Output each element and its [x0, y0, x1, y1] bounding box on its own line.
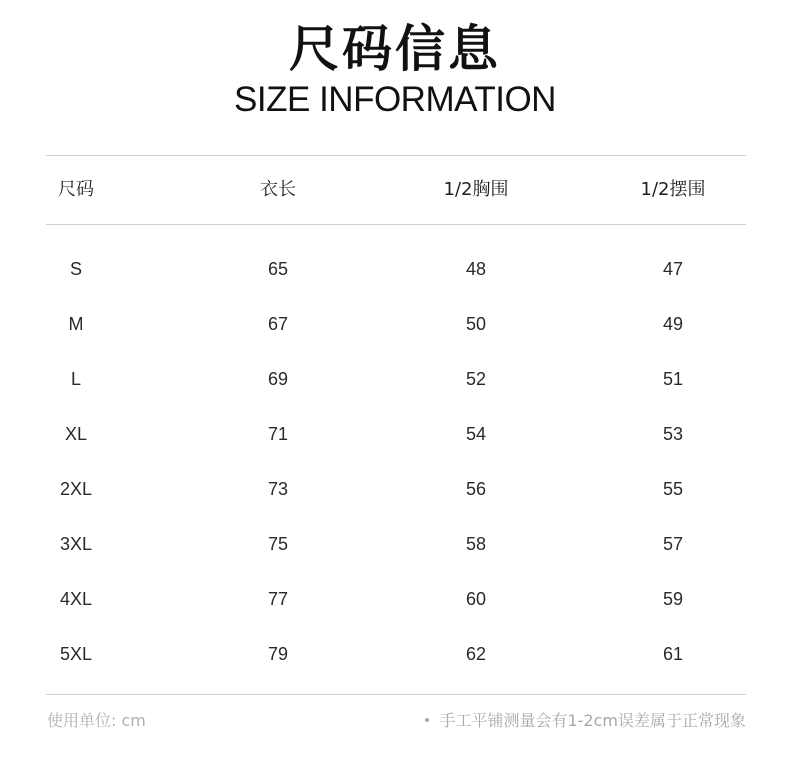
- cell-size: 2XL: [59, 479, 93, 499]
- header-half-hem: 1/2摆围: [640, 179, 706, 200]
- cell-half-hem: 51: [662, 369, 684, 389]
- cell-half-hem: 61: [662, 644, 684, 664]
- cell-length: 77: [267, 589, 289, 609]
- cell-length: 75: [267, 534, 289, 554]
- cell-half-hem: 53: [662, 424, 684, 444]
- table-header-row: [46, 156, 746, 224]
- cell-half-chest: 50: [465, 314, 487, 334]
- header-length: 衣长: [260, 179, 296, 200]
- cell-length: 69: [267, 369, 289, 389]
- table-bottom-divider: [46, 694, 746, 695]
- table-row: [46, 407, 746, 462]
- cell-size: S: [69, 259, 82, 279]
- table-header-divider: [46, 224, 746, 225]
- table-row: [46, 572, 746, 627]
- cell-half-hem: 57: [662, 534, 684, 554]
- cell-size: 4XL: [59, 589, 93, 609]
- cell-half-hem: 55: [662, 479, 684, 499]
- cell-size: 5XL: [59, 644, 93, 664]
- cell-length: 73: [267, 479, 289, 499]
- cell-half-hem: 49: [662, 314, 684, 334]
- bullet-icon: [425, 718, 429, 722]
- cell-half-chest: 60: [465, 589, 487, 609]
- table-row: [46, 242, 746, 297]
- cell-length: 65: [267, 259, 289, 279]
- cell-half-chest: 48: [465, 259, 487, 279]
- cell-half-chest: 52: [465, 369, 487, 389]
- unit-note: 使用单位: cm: [47, 711, 146, 730]
- cell-half-hem: 59: [662, 589, 684, 609]
- header-size: 尺码: [58, 179, 94, 200]
- table-body: [46, 242, 746, 682]
- cell-half-chest: 56: [465, 479, 487, 499]
- title-english: SIZE INFORMATION: [234, 80, 556, 119]
- table-row: [46, 297, 746, 352]
- cell-half-chest: 62: [465, 644, 487, 664]
- tolerance-note-container: [425, 708, 746, 731]
- cell-half-chest: 54: [465, 424, 487, 444]
- table-row: [46, 462, 746, 517]
- table-row: [46, 517, 746, 572]
- cell-size: M: [68, 314, 84, 334]
- header-half-chest: 1/2胸围: [443, 179, 509, 200]
- cell-size: L: [70, 369, 81, 389]
- table-row: [46, 627, 746, 682]
- cell-size: 3XL: [59, 534, 93, 554]
- cell-half-hem: 47: [662, 259, 684, 279]
- tolerance-note: 手工平铺测量会有1-2cm误差属于正常现象: [439, 711, 746, 730]
- table-row: [46, 352, 746, 407]
- title-chinese: 尺码信息: [289, 20, 501, 78]
- cell-length: 79: [267, 644, 289, 664]
- cell-half-chest: 58: [465, 534, 487, 554]
- cell-length: 67: [267, 314, 289, 334]
- cell-length: 71: [267, 424, 289, 444]
- cell-size: XL: [64, 424, 88, 444]
